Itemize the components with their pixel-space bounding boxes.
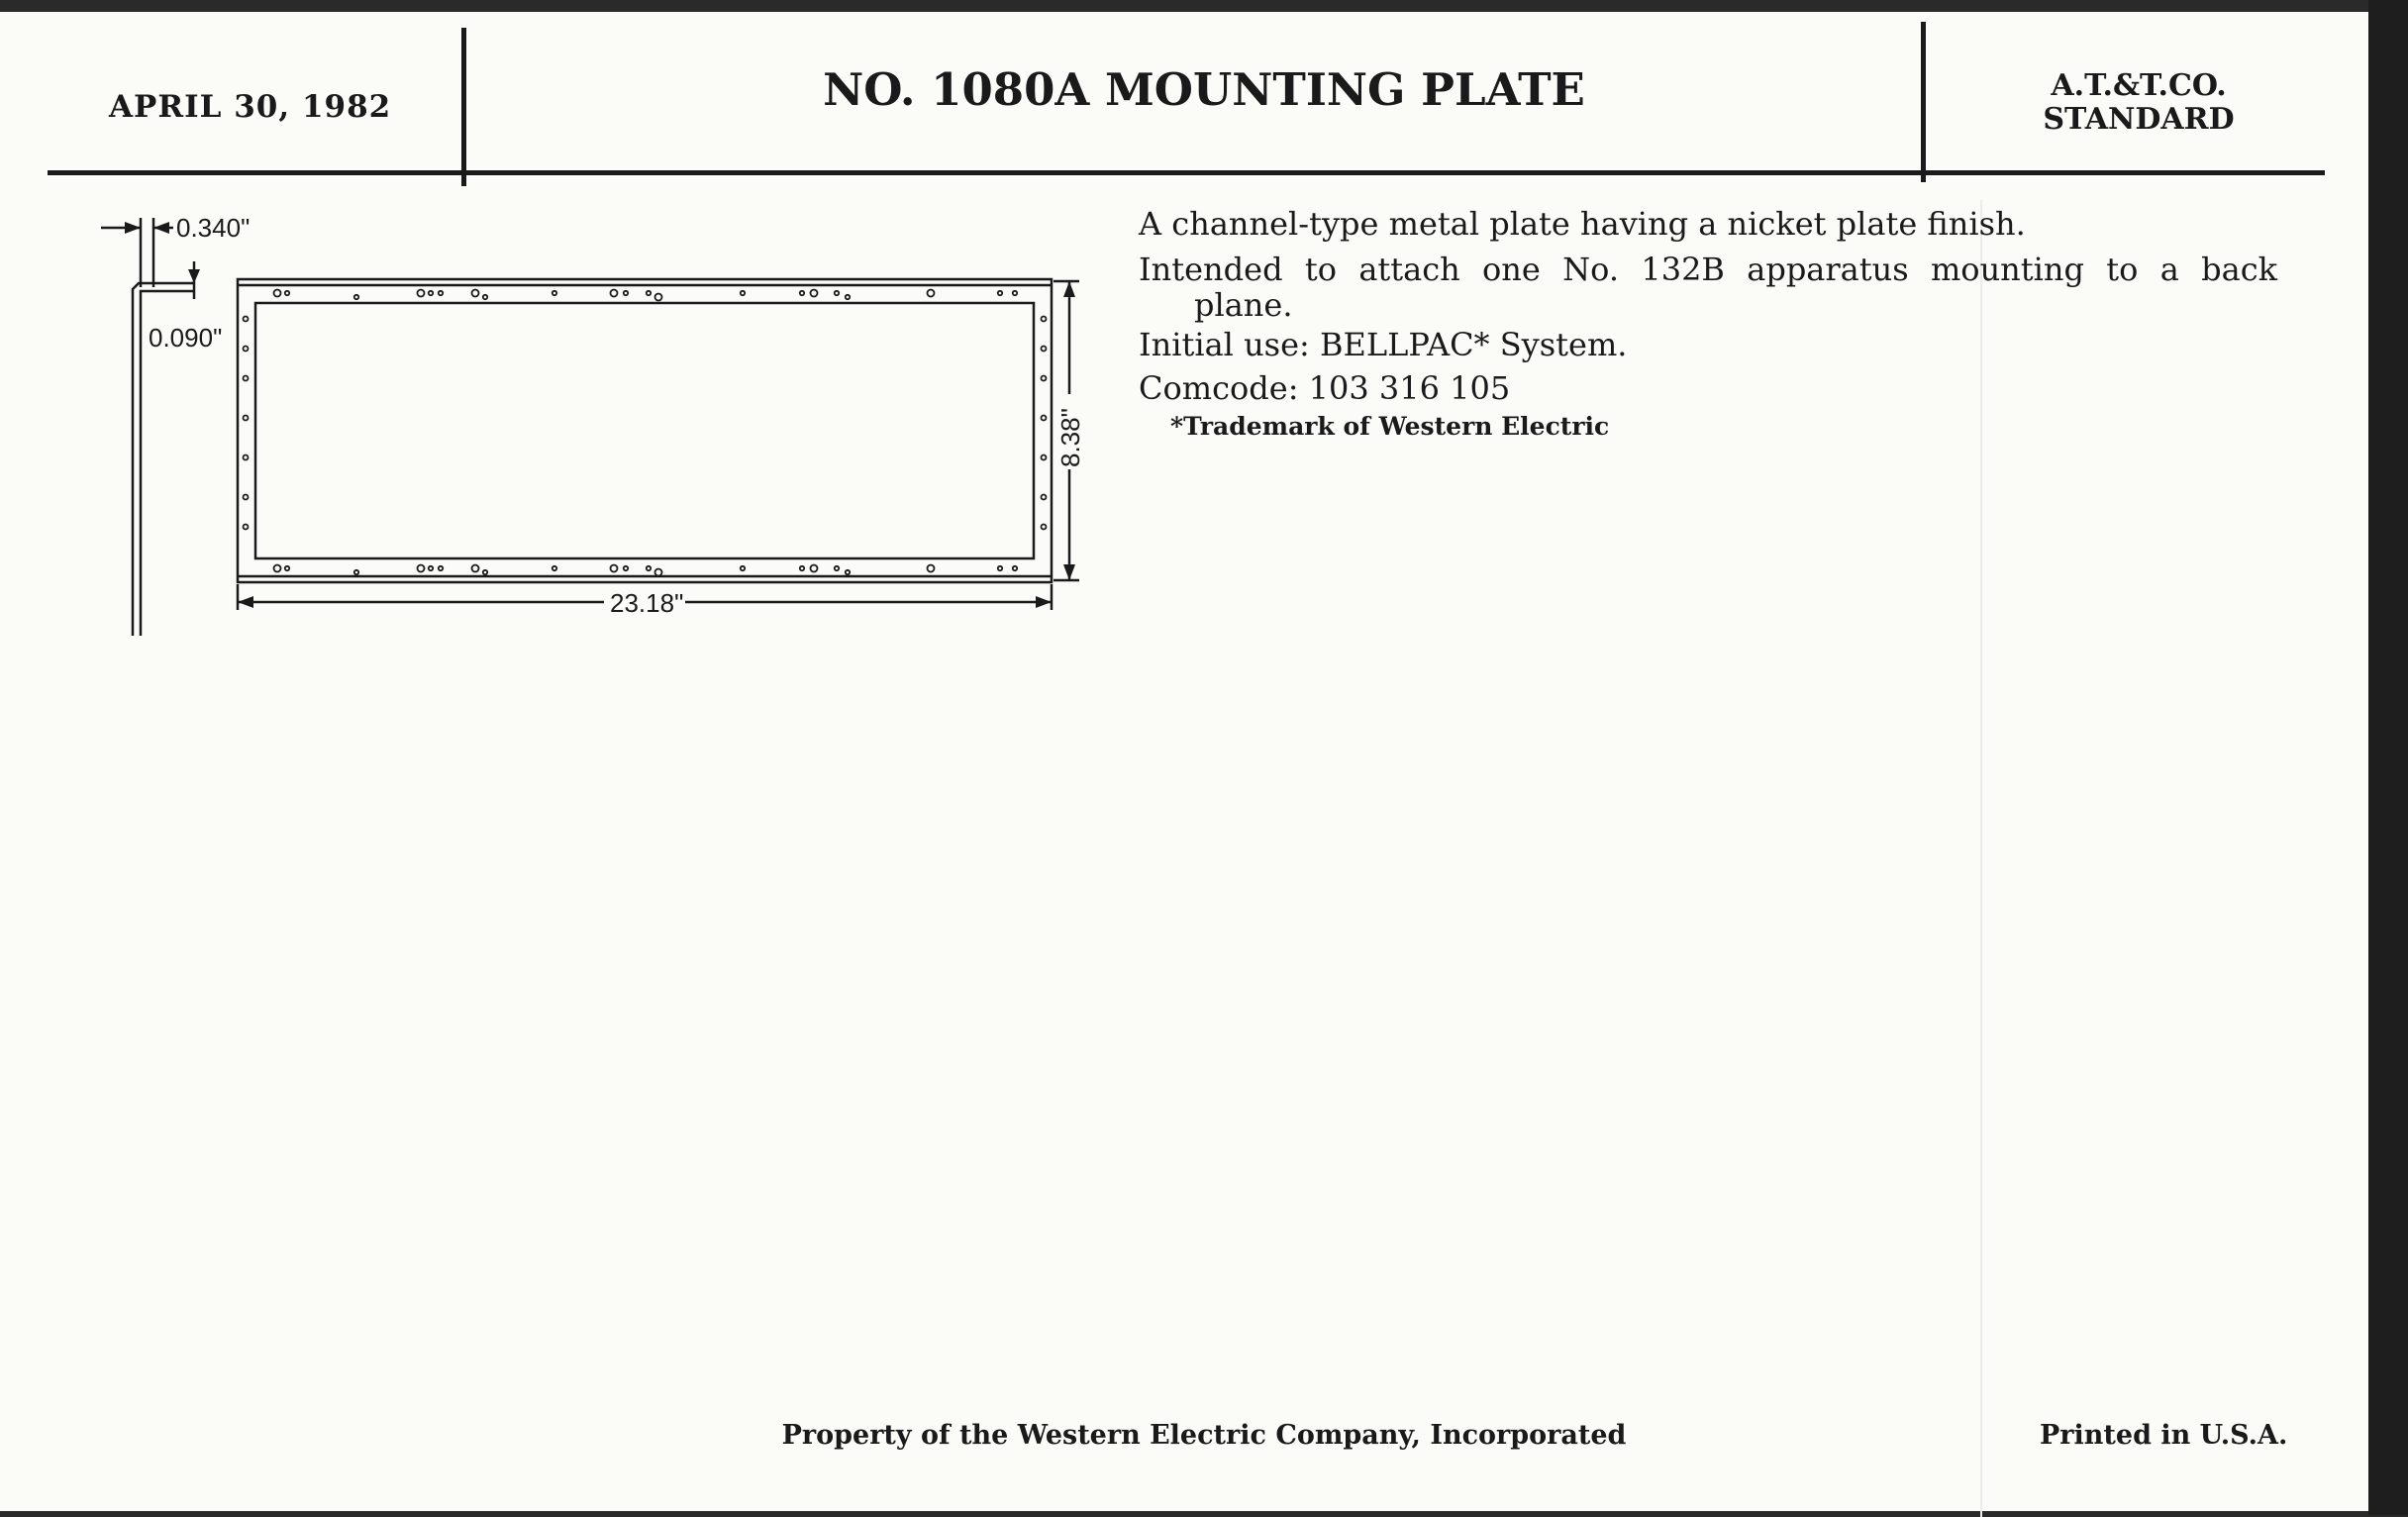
mounting-hole [285, 291, 289, 295]
mounting-hole [741, 291, 745, 295]
mounting-hole [244, 455, 249, 460]
desc-initial-use: Initial use: BELLPAC* System. [1139, 326, 1628, 363]
mounting-hole [1042, 376, 1047, 381]
mounting-hole [811, 565, 818, 572]
mounting-hole [483, 295, 487, 299]
mounting-hole [1042, 455, 1047, 460]
mounting-hole [429, 566, 433, 570]
mounting-hole [655, 569, 662, 576]
description [1139, 202, 2277, 444]
mounting-hole [928, 290, 935, 297]
desc-purpose: Intended to attach one No. 132B apparatus mounting to a back [1139, 251, 2277, 288]
mounting-hole [928, 565, 935, 572]
header-rule [48, 170, 2325, 175]
issue-date: APRIL 30, 1982 [109, 89, 392, 125]
mounting-hole [472, 290, 479, 297]
mounting-hole [611, 290, 618, 297]
mounting-hole [811, 290, 818, 297]
mounting-hole [244, 525, 249, 530]
mounting-hole [835, 566, 839, 570]
mounting-hole [998, 566, 1002, 570]
mounting-hole [244, 317, 249, 322]
desc-finish: A channel-type metal plate having a nicket plate finish. [1139, 205, 2026, 243]
mounting-hole [274, 290, 281, 297]
mounting-hole [1042, 525, 1047, 530]
card-edge [2368, 0, 2408, 1515]
spec-card [0, 12, 2368, 1511]
dim-width-label: 23.18" [610, 588, 684, 618]
mounting-hole [439, 291, 443, 295]
mounting-plate-drawing [79, 200, 1089, 636]
arrow-height-top [1063, 281, 1075, 297]
mounting-hole [998, 291, 1002, 295]
dim-flange-label: 0.340" [176, 213, 251, 243]
desc-purpose-cont: plane. [1194, 286, 1293, 324]
mounting-hole [611, 565, 618, 572]
property-notice: Property of the Western Electric Company, Incorporated [781, 1420, 1627, 1451]
mounting-hole [244, 347, 249, 352]
mounting-hole [624, 566, 628, 570]
arrow-height-bottom [1063, 564, 1075, 580]
mounting-hole [244, 376, 249, 381]
arrow-width-right [1036, 596, 1052, 608]
mounting-hole [483, 570, 487, 574]
mounting-hole [274, 565, 281, 572]
mounting-hole [1042, 416, 1047, 421]
mounting-hole [354, 295, 358, 299]
desc-comcode: Comcode: 103 316 105 [1139, 369, 1511, 407]
mounting-hole [552, 566, 556, 570]
header-divider-right [1921, 22, 1926, 182]
mounting-hole [741, 566, 745, 570]
mounting-hole [244, 416, 249, 421]
dim-thickness-label: 0.090" [149, 323, 223, 353]
mounting-hole [354, 570, 358, 574]
mounting-hole [846, 295, 850, 299]
page-title: NO. 1080A MOUNTING PLATE [823, 63, 1585, 116]
plate-outer [238, 279, 1052, 582]
mounting-hole [285, 566, 289, 570]
mounting-hole [418, 565, 425, 572]
printed-notice: Printed in U.S.A. [2040, 1420, 2288, 1451]
mounting-hole [800, 291, 804, 295]
mounting-hole [624, 291, 628, 295]
standard-line-2: STANDARD [2043, 102, 2235, 137]
mounting-holes [244, 290, 1047, 576]
mounting-hole [429, 291, 433, 295]
mounting-hole [552, 291, 556, 295]
arrow-flange-right [153, 222, 169, 234]
mounting-hole [472, 565, 479, 572]
mounting-hole [244, 495, 249, 500]
arrow-thickness [188, 269, 200, 283]
mounting-hole [418, 290, 425, 297]
mounting-hole [846, 570, 850, 574]
dim-height-label: 8.38" [1055, 408, 1085, 467]
standard-label [1990, 69, 2287, 137]
mounting-hole [655, 294, 662, 301]
mounting-hole [1042, 347, 1047, 352]
standard-line-1: A.T.&T.CO. [2051, 68, 2227, 103]
mounting-hole [1013, 566, 1017, 570]
mounting-hole [647, 291, 651, 295]
plate-inner [255, 303, 1034, 558]
mounting-hole [800, 566, 804, 570]
arrow-flange-left [125, 222, 141, 234]
mounting-hole [647, 566, 651, 570]
mounting-hole [835, 291, 839, 295]
mounting-hole [1042, 495, 1047, 500]
arrow-width-left [238, 596, 253, 608]
mounting-hole [439, 566, 443, 570]
mounting-hole [1042, 317, 1047, 322]
trademark-note: *Trademark of Western Electric [1170, 412, 1610, 441]
mounting-hole [1013, 291, 1017, 295]
